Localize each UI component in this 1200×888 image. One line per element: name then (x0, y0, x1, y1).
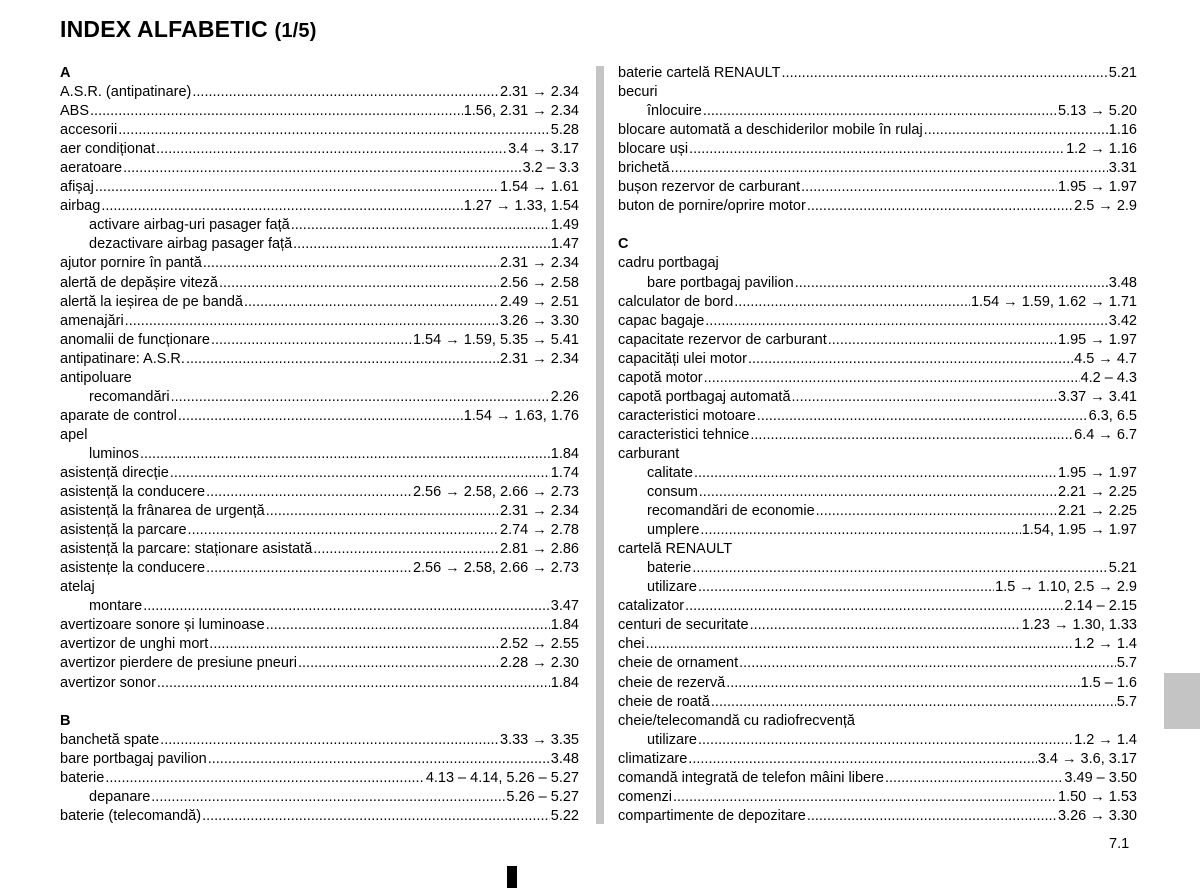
entry-pages: 1.54 → 1.61 (500, 179, 579, 196)
entry-term: avertizor pierdere de presiune pneuri (60, 655, 297, 672)
index-entry (618, 140, 1137, 159)
entry-pages: 3.26 → 3.30 (500, 312, 579, 329)
entry-term: dezactivare airbag pasager față (89, 236, 293, 253)
entry-term: alertă la ieșirea de pe bandă (60, 293, 243, 310)
section-spacer (60, 693, 579, 712)
dot-leader (828, 331, 1057, 350)
entry-term: amenajări (60, 312, 124, 329)
entry-pages: 2.31 → 2.34 (500, 350, 579, 367)
entry-term: avertizor de unghi mort (60, 636, 209, 653)
dot-leader (673, 788, 1057, 807)
entry-term: A.S.R. (antipatinare) (60, 84, 192, 101)
dot-leader (699, 483, 1057, 502)
entry-term: cadru portbagaj (618, 255, 719, 272)
index-entry (618, 388, 1137, 407)
dot-leader (801, 178, 1057, 197)
entry-pages: 5.28 (550, 122, 579, 139)
entry-term: calitate (647, 464, 693, 481)
entry-pages: 2.31 → 2.34 (500, 255, 579, 272)
entry-term: utilizare (647, 579, 697, 596)
index-entry (618, 121, 1137, 140)
index-entry (60, 140, 579, 159)
index-entry (60, 274, 579, 293)
entry-term: recomandări de economie (647, 503, 815, 520)
entry-term: atelaj (60, 579, 95, 596)
index-entry (618, 331, 1137, 350)
dot-leader (188, 521, 499, 540)
entry-pages: 3.4 → 3.6, 3.17 (1037, 750, 1137, 767)
dot-leader (689, 140, 1065, 159)
dot-leader (171, 388, 550, 407)
entry-term: cheie de roată (618, 693, 710, 710)
entry-pages: 5.7 (1116, 655, 1137, 672)
index-entry (618, 178, 1137, 197)
entry-term: centuri de securitate (618, 617, 749, 634)
entry-pages: 2.5 → 2.9 (1074, 198, 1137, 215)
entry-term: avertizor sonor (60, 674, 156, 691)
index-entry (618, 64, 1137, 83)
entry-term: caracteristici motoare (618, 407, 756, 424)
entry-term: avertizoare sonore și luminoase (60, 617, 265, 634)
entry-pages: 3.26 → 3.30 (1058, 807, 1137, 824)
dot-leader (646, 635, 1074, 654)
entry-pages: 1.54 → 1.59, 5.35 → 5.41 (412, 331, 579, 348)
entry-pages: 1.2 → 1.4 (1074, 636, 1137, 653)
index-entry (60, 102, 579, 121)
index-entry (60, 197, 579, 216)
entry-pages: 1.27 → 1.33, 1.54 (463, 198, 579, 215)
entry-pages: 3.49 – 3.50 (1064, 769, 1137, 786)
index-entry (60, 559, 579, 578)
entry-term: capac bagaje (618, 312, 705, 329)
entry-term: antipatinare: A.S.R. (60, 350, 185, 367)
entry-pages: 2.14 – 2.15 (1064, 598, 1137, 615)
entry-term: aer condiționat (60, 141, 156, 158)
entry-pages: 1.84 (550, 445, 579, 462)
entry-pages: 1.47 (550, 236, 579, 253)
dot-leader (192, 83, 499, 102)
index-subentry (60, 445, 579, 464)
column-divider (596, 66, 604, 824)
dot-leader (266, 616, 550, 635)
dot-leader (705, 312, 1108, 331)
entry-term: asistențe la conducere (60, 560, 206, 577)
dot-leader (143, 597, 550, 616)
entry-term: catalizator (618, 598, 685, 615)
entry-pages: 2.74 → 2.78 (500, 522, 579, 539)
index-subentry (618, 521, 1137, 540)
section-spacer (618, 216, 1137, 235)
dot-leader (140, 445, 550, 464)
index-entry (618, 750, 1137, 769)
index-entry (618, 597, 1137, 616)
entry-pages: 2.52 → 2.55 (500, 636, 579, 653)
index-entry (618, 635, 1137, 654)
entry-term: umplere (647, 522, 700, 539)
entry-term: baterie (60, 769, 105, 786)
index-entry (60, 635, 579, 654)
entry-term: cheie de rezervă (618, 674, 726, 691)
entry-pages: 1.74 (550, 464, 579, 481)
index-entry (60, 674, 579, 693)
entry-pages: 1.49 (550, 217, 579, 234)
dot-leader (924, 121, 1108, 140)
index-subentry (60, 388, 579, 407)
entry-term: buton de pornire/oprire motor (618, 198, 806, 215)
index-entry (618, 83, 1137, 102)
entry-pages: 1.95 → 1.97 (1058, 464, 1137, 481)
index-entry (618, 693, 1137, 712)
dot-leader (698, 578, 994, 597)
dot-leader (244, 293, 499, 312)
index-entry (60, 750, 579, 769)
entry-pages: 2.31 → 2.34 (500, 503, 579, 520)
index-subentry (618, 559, 1137, 578)
entry-pages: 3.47 (550, 598, 579, 615)
entry-term: cartelă RENAULT (618, 541, 733, 558)
dot-leader (90, 102, 463, 121)
entry-pages: 1.54 → 1.63, 1.76 (463, 407, 579, 424)
dot-leader (703, 102, 1057, 121)
entry-pages: 1.5 → 1.10, 2.5 → 2.9 (995, 579, 1137, 596)
dot-leader (807, 807, 1057, 826)
section-letter: A (60, 65, 71, 81)
index-entry (618, 407, 1137, 426)
entry-term: comenzi (618, 788, 672, 805)
entry-pages: 2.56 → 2.58, 2.66 → 2.73 (412, 484, 579, 501)
index-entry (618, 674, 1137, 693)
dot-leader (700, 521, 1020, 540)
dot-leader (757, 407, 1088, 426)
index-entry (60, 540, 579, 559)
dot-leader (211, 331, 412, 350)
dot-leader (293, 235, 550, 254)
entry-pages: 5.13 → 5.20 (1058, 103, 1137, 120)
entry-term: consum (647, 484, 698, 501)
entry-pages: 2.56 → 2.58, 2.66 → 2.73 (412, 560, 579, 577)
section-letter: B (60, 712, 71, 729)
dot-leader (206, 559, 412, 578)
entry-term: cheie de ornament (618, 655, 739, 672)
entry-term: asistență la conducere (60, 484, 206, 501)
dot-leader (208, 750, 550, 769)
dot-leader (170, 464, 550, 483)
entry-pages: 1.50 → 1.53 (1058, 788, 1137, 805)
dot-leader (151, 788, 505, 807)
entry-term: ABS (60, 103, 90, 120)
entry-term: capacități ulei motor (618, 350, 747, 367)
index-column-left (60, 64, 579, 826)
index-entry (60, 426, 579, 445)
dot-leader (202, 807, 550, 826)
entry-pages: 1.84 (550, 674, 579, 691)
entry-pages: 1.56, 2.31 → 2.34 (463, 103, 579, 120)
entry-term: utilizare (647, 731, 697, 748)
entry-pages: 2.26 (550, 388, 579, 405)
entry-term: brichetă (618, 160, 670, 177)
index-entry (618, 445, 1137, 464)
entry-term: anomalii de funcționare (60, 331, 210, 348)
entry-pages: 5.21 (1108, 560, 1137, 577)
index-entry (60, 83, 579, 102)
index-entry (618, 654, 1137, 673)
entry-term: asistență direcție (60, 464, 169, 481)
entry-term: capacitate rezervor de carburant (618, 331, 827, 348)
entry-term: carburant (618, 445, 680, 462)
entry-term: asistență la parcare: staționare asistată (60, 541, 313, 558)
index-entry (60, 769, 579, 788)
entry-term: montare (89, 598, 143, 615)
entry-pages: 3.42 (1108, 312, 1137, 329)
index-subentry (618, 274, 1137, 293)
index-entry (60, 807, 579, 826)
entry-term: cheie/telecomandă cu radiofrecvență (618, 712, 855, 729)
entry-pages: 4.13 – 4.14, 5.26 – 5.27 (425, 769, 579, 786)
index-subentry (618, 464, 1137, 483)
index-subentry (618, 502, 1137, 521)
dot-leader (739, 654, 1116, 673)
index-entry (618, 159, 1137, 178)
dot-leader (206, 483, 412, 502)
entry-term: becuri (618, 84, 658, 101)
dot-leader (704, 369, 1080, 388)
entry-pages: 3.48 (550, 750, 579, 767)
entry-pages: 2.21 → 2.25 (1058, 484, 1137, 501)
dot-leader (101, 197, 462, 216)
dot-leader (792, 388, 1057, 407)
entry-pages: 2.81 → 2.86 (500, 541, 579, 558)
entry-pages: 1.2 → 1.16 (1066, 141, 1137, 158)
dot-leader (313, 540, 499, 559)
dot-leader (123, 159, 521, 178)
index-subentry (60, 788, 579, 807)
entry-term: activare airbag-uri pasager față (89, 217, 290, 234)
entry-pages: 2.31 → 2.34 (500, 84, 579, 101)
entry-term: apel (60, 426, 88, 443)
entry-pages: 2.28 → 2.30 (500, 655, 579, 672)
entry-term: baterie (telecomandă) (60, 807, 202, 824)
dot-leader (95, 178, 499, 197)
dot-leader (298, 654, 499, 673)
dot-leader (156, 140, 507, 159)
entry-term: afișaj (60, 179, 94, 196)
entry-pages: 5.26 – 5.27 (506, 788, 579, 805)
entry-pages: 1.54, 1.95 → 1.97 (1021, 522, 1137, 539)
entry-term: bușon rezervor de carburant (618, 179, 801, 196)
dot-leader (291, 216, 550, 235)
index-entry (618, 312, 1137, 331)
dot-leader (782, 64, 1108, 83)
index-entry (60, 731, 579, 750)
index-subentry (618, 102, 1137, 121)
dot-leader (694, 464, 1057, 483)
entry-pages: 6.3, 6.5 (1088, 407, 1137, 424)
dot-leader (711, 693, 1116, 712)
entry-term: banchetă spate (60, 731, 160, 748)
index-entry (618, 712, 1137, 731)
dot-leader (748, 350, 1073, 369)
dot-leader (726, 674, 1079, 693)
index-entry (618, 426, 1137, 445)
entry-term: depanare (89, 788, 151, 805)
entry-term: asistență la frânarea de urgență (60, 503, 265, 520)
dot-leader (807, 197, 1073, 216)
index-entry (60, 350, 579, 369)
entry-term: caracteristici tehnice (618, 426, 750, 443)
dot-leader (157, 674, 550, 693)
entry-pages: 1.95 → 1.97 (1058, 179, 1137, 196)
entry-term: alertă de depășire viteză (60, 274, 218, 291)
index-entry (60, 293, 579, 312)
section-letter: C (618, 236, 629, 253)
entry-pages: 3.2 – 3.3 (522, 160, 579, 177)
index-subentry (60, 597, 579, 616)
index-entry (60, 464, 579, 483)
entry-pages: 5.22 (550, 807, 579, 824)
entry-term: recomandări (89, 388, 170, 405)
dot-leader (692, 559, 1107, 578)
entry-pages: 5.21 (1108, 65, 1137, 81)
entry-term: ajutor pornire în pantă (60, 255, 202, 272)
index-entry (60, 254, 579, 273)
entry-term: climatizare (618, 750, 688, 767)
dot-leader (671, 159, 1108, 178)
index-entry (60, 178, 579, 197)
entry-pages: 1.2 → 1.4 (1074, 731, 1137, 748)
entry-term: asistență la parcare (60, 522, 187, 539)
index-entry (60, 654, 579, 673)
index-subentry (618, 483, 1137, 502)
entry-pages: 4.5 → 4.7 (1074, 350, 1137, 367)
index-entry (618, 293, 1137, 312)
index-entry (618, 350, 1137, 369)
index-entry (60, 312, 579, 331)
index-entry (60, 578, 579, 597)
entry-pages: 1.16 (1108, 122, 1137, 139)
entry-pages: 3.33 → 3.35 (500, 731, 579, 748)
entry-term: compartimente de depozitare (618, 807, 806, 824)
index-entry (60, 369, 579, 388)
entry-term: luminos (89, 445, 139, 462)
dot-leader (178, 407, 463, 426)
title-text: INDEX ALFABETIC (60, 16, 268, 42)
dot-leader (750, 426, 1073, 445)
index-column-right (618, 64, 1137, 826)
binding-marker (507, 866, 517, 888)
entry-pages: 5.7 (1116, 693, 1137, 710)
entry-pages: 4.2 – 4.3 (1080, 369, 1137, 386)
index-entry (618, 807, 1137, 826)
dot-leader (209, 635, 499, 654)
entry-pages: 1.54 → 1.59, 1.62 → 1.71 (970, 293, 1137, 310)
entry-pages: 2.49 → 2.51 (500, 293, 579, 310)
dot-leader (698, 731, 1073, 750)
entry-term: blocare uși (618, 141, 689, 158)
dot-leader (685, 597, 1063, 616)
entry-pages: 2.56 → 2.58 (500, 274, 579, 291)
entry-term: capotă motor (618, 369, 703, 386)
entry-pages: 3.48 (1108, 274, 1137, 291)
entry-term: aeratoare (60, 160, 123, 177)
index-entry (60, 483, 579, 502)
entry-term: capotă portbagaj automată (618, 388, 791, 405)
index-entry (60, 502, 579, 521)
dot-leader (750, 616, 1021, 635)
entry-term: accesorii (60, 122, 118, 139)
entry-pages: 3.37 → 3.41 (1058, 388, 1137, 405)
page-title (60, 16, 317, 43)
entry-pages: 3.4 → 3.17 (508, 141, 579, 158)
index-subentry (60, 216, 579, 235)
entry-term: antipoluare (60, 369, 132, 386)
chapter-tab (1164, 673, 1200, 729)
entry-term: blocare automată a deschiderilor mobile în rulaj (618, 122, 923, 139)
dot-leader (160, 731, 499, 750)
entry-pages: 1.5 – 1.6 (1080, 674, 1137, 691)
index-subentry (618, 731, 1137, 750)
index-entry (618, 369, 1137, 388)
dot-leader (734, 293, 970, 312)
index-entry (618, 254, 1137, 273)
dot-leader (118, 121, 550, 140)
index-entry (618, 540, 1137, 559)
entry-term: calculator de bord (618, 293, 734, 310)
dot-leader (885, 769, 1063, 788)
entry-term: bare portbagaj pavilion (647, 274, 794, 291)
entry-term: airbag (60, 198, 101, 215)
title-part: (1/5) (274, 20, 317, 42)
index-entry (60, 331, 579, 350)
entry-term: aparate de control (60, 407, 177, 424)
dot-leader (203, 254, 499, 273)
dot-leader (688, 750, 1037, 769)
index-subentry (618, 578, 1137, 597)
dot-leader (219, 274, 499, 293)
dot-leader (816, 502, 1057, 521)
entry-pages: 1.95 → 1.97 (1058, 331, 1137, 348)
entry-pages: 1.23 → 1.30, 1.33 (1021, 617, 1137, 634)
dot-leader (266, 502, 499, 521)
entry-pages: 2.21 → 2.25 (1058, 503, 1137, 520)
entry-term: baterie (647, 560, 692, 577)
dot-leader (186, 350, 499, 369)
entry-term: bare portbagaj pavilion (60, 750, 207, 767)
page-number: 7.1 (1109, 836, 1130, 852)
index-entry (60, 407, 579, 426)
index-entry (60, 521, 579, 540)
index-entry (618, 769, 1137, 788)
entry-term: comandă integrată de telefon mâini libere (618, 769, 884, 786)
entry-pages: 6.4 → 6.7 (1074, 426, 1137, 443)
index-entry (618, 197, 1137, 216)
entry-term: înlocuire (647, 103, 702, 120)
index-subentry (60, 235, 579, 254)
index-entry (618, 788, 1137, 807)
entry-pages: 3.31 (1108, 160, 1137, 177)
entry-term: baterie cartelă RENAULT (618, 65, 781, 81)
entry-pages: 1.84 (550, 617, 579, 634)
index-entry (60, 616, 579, 635)
index-entry (60, 121, 579, 140)
dot-leader (125, 312, 499, 331)
dot-leader (795, 274, 1108, 293)
dot-leader (105, 769, 424, 788)
index-entry (618, 616, 1137, 635)
entry-term: chei (618, 636, 645, 653)
index-entry (60, 159, 579, 178)
